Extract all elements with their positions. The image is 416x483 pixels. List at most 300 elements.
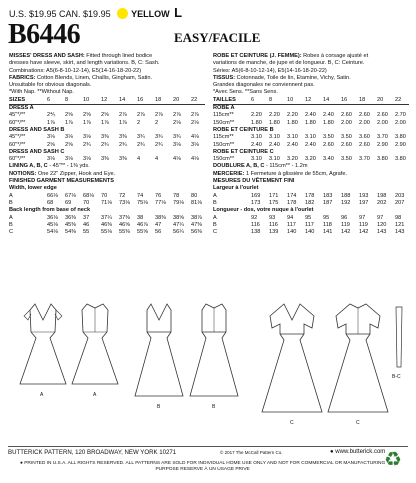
robe-a-table [213,112,409,127]
longueur-table [213,215,409,237]
table-cell: 1.80 [323,119,334,126]
table-cell: 3¾ [173,134,181,141]
table-row [9,215,205,222]
table-cell: 70 [83,199,90,206]
table-cell: 2⅝ [65,112,73,119]
table-cell: 2⅞ [191,112,199,119]
table-cell: 54⅜ [65,229,76,236]
figure-dress-b-front [133,300,185,400]
table-cell: 95 [305,214,312,221]
table-cell: 207 [395,199,405,206]
figure-dress-a-back [70,300,120,388]
table-cell: 3.70 [377,134,388,141]
figure-label-a-back: A [93,392,97,398]
dress-a-label: DRESS A [9,105,34,112]
table-cell: 1⅞ [119,119,127,126]
table-cell: 55⅛ [101,229,112,236]
table-cell: 3⅜ [101,134,109,141]
size-header-cell: 12 [305,96,312,103]
table-cell: 81⅛ [191,199,202,206]
table-cell: 2.60 [359,141,370,148]
robe-c-label: ROBE ET CEINTURE C [213,148,274,155]
table-cell: 3⅛ [83,156,91,163]
fabrics-label: FABRICS: [9,74,36,81]
table-cell: 2.40 [323,112,334,119]
purpose-notice: PURPOSE RESERVE À UN USAGE PRIVE [155,467,250,472]
table-row [213,200,409,207]
back-length-label: Back length from base of neck [9,207,91,214]
row-label: 45"*/** [9,112,26,119]
table-cell: 3.10 [269,156,280,163]
table-cell: 2.20 [269,112,280,119]
figure-sash [392,305,406,371]
table-cell: 138 [251,229,261,236]
fr-description-line2: variations de manche, de jupe et de longueur. B, C: Ceinture. [213,60,365,67]
size-header-cell: 18 [155,96,162,103]
table-row [9,142,205,149]
table-cell: 96 [341,214,348,221]
dress-b-label: DRESS AND SASH B [9,126,65,133]
table-cell: 69 [65,199,72,206]
lining-text: - 45"** - 1⅜ yds. [47,163,90,170]
size-header-cell: 14 [323,96,330,103]
size-header-cell: 20 [173,96,180,103]
website-link[interactable]: ● www.butterick.com [330,449,386,455]
table-cell: 1.80 [287,119,298,126]
table-row [213,229,409,236]
table-row [213,215,409,222]
table-cell: 70 [101,192,108,199]
table-cell: 117 [287,221,296,228]
row-label: B [9,221,13,228]
largeur-label: Largeur à l'ourlet [213,185,259,192]
description-title: MISSES' DRESS AND SASH: [9,53,85,59]
table-cell: 2⅝ [83,112,91,119]
size-header-cell: 6 [251,96,255,103]
legal-notice [20,461,385,473]
row-label: B [213,221,217,228]
table-cell: 3⅛ [65,134,73,141]
size-header-cell: 20 [377,96,384,103]
table-cell: 46 [83,221,90,228]
tissus-label: TISSUS: [213,74,236,81]
row-label: 150cm** [213,156,235,163]
table-cell: 36⅛ [47,214,58,221]
table-cell: 37 [83,214,90,221]
price-us: U.S. $19.95 [9,9,57,19]
table-cell: 118 [323,221,332,228]
row-label: C [213,229,218,236]
width-label: Width, lower edge [9,185,57,192]
table-row [213,134,409,141]
table-row [9,156,205,163]
doublure-label: DOUBLURE A, B, C [213,163,265,170]
table-cell: 3.20 [287,156,298,163]
combinations: Combinations: A5(6-8-10-12-14), E5(14-16-18-20-22) [9,67,142,74]
table-cell: 119 [359,221,368,228]
price-can: CAN. $19.95 [59,9,111,19]
table-cell: 38⅝ [173,214,184,221]
table-cell: 2⅛ [173,119,181,126]
row-label: C [9,229,14,236]
table-cell: 71⅛ [101,199,112,206]
table-cell: 2.60 [359,112,370,119]
table-cell: 3⅛ [47,134,55,141]
figure-label-c-front: C [290,420,294,426]
dress-c-label: DRESS AND SASH C [9,148,65,155]
table-cell: 3.50 [341,156,352,163]
table-cell: 54⅛ [47,229,58,236]
table-row [9,193,205,200]
mercerie-label: MERCERIE: [213,170,245,177]
row-label: 150cm** [213,119,235,126]
longueur-label: Longueur - dos, votre nuque à l'ourlet [213,207,314,214]
table-cell: 2.40 [287,141,298,148]
table-cell: 193 [359,192,369,199]
table-cell: 97 [377,214,384,221]
robe-a-label: ROBE A [213,105,235,112]
table-cell: 3⅛ [83,134,91,141]
size-header-cell: 18 [359,96,366,103]
table-cell: 2.90 [395,141,406,148]
table-cell: 45⅛ [47,221,58,228]
figure-label-sash: B-C [392,374,401,380]
mercerie-text: 1 Fermeture à glissière de 55cm, Agrafe. [245,170,347,177]
table-cell: 47¼ [173,221,184,228]
table-cell: 121 [395,221,405,228]
table-cell: 139 [269,229,279,236]
table-cell: 1⅞ [65,119,73,126]
table-cell: 3.10 [305,134,316,141]
table-cell: 192 [341,199,351,206]
lining-label: LINING A, B, C [9,163,48,170]
table-cell: 3.60 [359,134,370,141]
table-cell: 116 [269,221,278,228]
row-label: 150cm** [213,141,235,148]
table-row [213,120,409,127]
size-header-cell: 22 [395,96,402,103]
description-line2: dresses have sleeve, skirt, and length variations. B, C: Sash. [9,60,160,67]
size-header-cell: 22 [191,96,198,103]
table-cell: 74 [137,192,144,199]
table-cell: 73⅛ [119,199,130,206]
size-header-cell: 16 [341,96,348,103]
table-cell: 3.10 [269,134,280,141]
largeur-table [213,193,409,208]
table-cell: 68 [47,199,54,206]
notions-label: NOTIONS: [9,170,37,177]
row-label: A [9,214,13,221]
back-length-table [9,215,205,237]
table-cell: 174 [287,192,297,199]
tissus-line3: *Avec Sens. **Sans Sens. [213,89,278,96]
table-cell: 78 [173,192,180,199]
description-text: Fitted through lined bodice [86,53,153,59]
table-cell: 178 [305,192,315,199]
table-cell: 2.60 [377,112,388,119]
table-cell: 1.80 [269,119,280,126]
table-cell: 2.60 [341,141,352,148]
figure-label-c-back: C [356,420,360,426]
robe-b-label: ROBE ET CEINTURE B [213,126,274,133]
table-cell: 3⅛ [47,156,55,163]
table-cell: 183 [323,192,333,199]
table-cell: 2⅞ [155,112,163,119]
table-cell: 173 [251,199,261,206]
dress-c-table [9,156,205,163]
table-cell: 2¾ [155,141,163,148]
table-cell: 2⅘ [47,112,56,119]
table-cell: 95 [323,214,330,221]
table-cell: 143 [395,229,405,236]
table-cell: 56⅜ [191,229,202,236]
table-cell: 3.40 [323,156,334,163]
table-cell: 120 [377,221,387,228]
table-cell: 142 [359,229,369,236]
table-cell: 188 [341,192,351,199]
table-cell: 197 [359,199,369,206]
table-row [213,112,409,119]
table-cell: 2 [137,119,141,126]
size-header-label: SIZES [9,96,26,103]
table-cell: 3⅜ [119,134,127,141]
table-cell: 1.80 [251,119,262,126]
table-cell: 37¼ [101,214,112,221]
fr-series: Séries: A5(6-8-10-12-14), E5(14-16-18-20-22) [213,67,327,74]
table-cell: 4 [155,156,159,163]
size-header-cell: 12 [101,96,108,103]
table-cell: 2.00 [377,119,388,126]
table-cell: 38⅜ [155,214,166,221]
difficulty-label: EASY/FACILE [174,30,261,45]
table-cell: 2.00 [359,119,370,126]
table-cell: 116 [251,221,260,228]
doublure-text: - 115cm** - 1.2m [264,163,308,170]
row-label: 60"*/** [9,141,26,148]
size-letter: L [174,5,183,20]
table-cell: 1⅞ [83,119,91,126]
table-cell: 3.10 [287,134,298,141]
table-cell: 38 [137,214,144,221]
finished-label: FINISHED GARMENT MEASUREMENTS [9,178,115,185]
copyright: © 2017 The McCall Pattern Co. [220,450,283,455]
robe-c-table [213,156,409,163]
notions-text: One 22" Zipper, Hook and Eye. [37,170,116,177]
table-cell: 2.40 [305,112,316,119]
table-cell: 2⅞ [119,112,127,119]
table-cell: 55 [83,229,90,236]
table-cell: 2⅝ [101,112,109,119]
table-cell: 37⅜ [119,214,130,221]
table-cell: 3.20 [305,156,316,163]
table-cell: 46⅞ [137,221,148,228]
table-cell: 3⅜ [119,156,127,163]
table-row [9,120,205,127]
table-cell: 4⅛ [173,156,181,163]
table-row [213,142,409,149]
figure-dress-c-front [260,300,324,416]
table-cell: 3.10 [251,156,262,163]
row-label: A [213,214,217,221]
table-cell: 3.50 [341,134,352,141]
english-column [9,53,205,236]
table-cell: 2.00 [341,119,352,126]
table-cell: 2¾ [101,141,109,148]
figure-label-b-front: B [157,404,161,410]
fr-description-title: ROBE ET CEINTURE (J. FEMME): [213,53,302,59]
table-cell: 3⅛ [191,141,199,148]
row-label: 60"*/** [9,156,26,163]
size-header-cell: 8 [269,96,273,103]
color-word: YELLOW [131,9,170,19]
table-cell: 2⅛ [191,119,199,126]
footer-divider [8,446,408,447]
table-cell: 72 [119,192,126,199]
yellow-dot-icon [117,8,128,19]
table-cell: 187 [323,199,333,206]
table-cell: 142 [341,229,351,236]
table-cell: 4⅛ [191,156,199,163]
table-cell: 2.60 [323,141,334,148]
table-row [9,112,205,119]
size-header-cell: 14 [119,96,126,103]
table-cell: 198 [377,192,387,199]
table-cell: 178 [287,199,297,206]
figure-label-a-front: A [40,392,44,398]
table-row [9,200,205,207]
recycle-icon: ♻ [384,449,402,471]
width-table [9,193,205,208]
table-cell: 77⅛ [155,199,166,206]
table-cell: 98 [395,214,402,221]
table-cell: 3.80 [395,134,406,141]
table-cell: 45⅜ [65,221,76,228]
table-cell: 175 [269,199,279,206]
table-cell: 2.60 [341,112,352,119]
table-row [9,222,205,229]
table-cell: 140 [305,229,315,236]
table-cell: 36⅜ [65,214,76,221]
table-cell: 56¼ [173,229,184,236]
table-cell: 3⅛ [173,141,181,148]
table-cell: 2⅝ [47,141,55,148]
table-cell: 3¾ [155,134,163,141]
fabrics-line2: Unsuitable for obvious diagonals. [9,82,92,89]
table-cell: 2⅝ [65,141,73,148]
table-cell: 4 [137,156,141,163]
table-cell: 2.00 [395,119,406,126]
table-cell: 1.80 [305,119,316,126]
pattern-number: B6446 [8,19,81,50]
size-header-cell: 8 [65,96,69,103]
table-cell: 3⅜ [101,156,109,163]
table-cell: 203 [395,192,405,199]
dress-b-table [9,134,205,149]
table-cell: 119 [341,221,350,228]
tissus-line2: Grandes diagonales ne conviennent pas. [213,82,315,89]
table-cell: 67⅛ [65,192,76,199]
table-row [213,156,409,163]
table-cell: 140 [287,229,297,236]
table-cell: 56 [155,229,162,236]
table-cell: 2⅞ [137,112,145,119]
row-label: 115cm** [213,112,234,119]
table-cell: 66⅛ [47,192,58,199]
table-cell: 55⅜ [119,229,130,236]
table-cell: 1⅞ [101,119,109,126]
table-cell: 94 [287,214,294,221]
table-cell: 169 [251,192,261,199]
table-cell: 47 [155,221,162,228]
robe-b-table [213,134,409,149]
table-cell: 2¾ [83,141,91,148]
row-label: 45"*/** [9,134,26,141]
table-cell: 92 [251,214,258,221]
table-cell: 141 [323,229,333,236]
table-cell: 3.10 [251,134,262,141]
row-label: A [9,192,13,199]
table-cell: 3.70 [359,156,370,163]
table-cell: 202 [377,199,387,206]
size-header-cell: 10 [287,96,294,103]
size-header-cell: 6 [47,96,51,103]
row-label: B [213,199,217,206]
table-cell: 171 [269,192,279,199]
table-cell: 68⅛ [83,192,94,199]
company-address: BUTTERICK PATTERN, 120 BROADWAY, NEW YORK 10271 [8,449,177,456]
sizes-row [9,97,205,105]
table-cell: 79⅛ [173,199,184,206]
dress-a-table [9,112,205,127]
tissus-line1: Cotonnade, Toile de lin, Etamine, Vichy, Satin. [236,74,351,81]
table-cell: 3.80 [377,156,388,163]
table-cell: 75⅛ [137,199,148,206]
fr-description-text: Robes à corsage ajusté et [303,53,369,59]
table-cell: 47⅜ [191,221,202,228]
table-cell: 55⅝ [137,229,148,236]
row-label: 60"*/** [9,119,26,126]
table-cell: 46⅝ [119,221,130,228]
table-cell: 2.70 [395,112,406,119]
table-cell: 117 [305,221,314,228]
figure-label-b-back: B [212,404,216,410]
table-cell: 2 [155,119,159,126]
table-cell: 2.90 [377,141,388,148]
table-cell: 2.20 [251,112,262,119]
table-cell: 2⅞ [173,112,181,119]
row-label: 115cm** [213,134,234,141]
table-row [213,222,409,229]
size-header-cell: 10 [83,96,90,103]
table-cell: 3⅛ [65,156,73,163]
row-label: B [9,199,13,206]
table-row [213,193,409,200]
figure-dress-b-back [188,300,240,400]
table-cell: 3.80 [395,156,406,163]
table-cell: 38⅞ [191,214,202,221]
figure-dress-a-front [18,300,68,388]
printed-notice: ● PRINTED IN U.S.A. ALL RIGHTS RESERVED. ALL PATTERNS ARE SOLD FOR INDIVIDUAL HOME USE ONLY AND NOT FOR COMMERCIAL OR MANUFACTURING [20,461,386,466]
tailles-row [213,97,409,105]
table-cell: 182 [305,199,315,206]
table-cell: 2.40 [251,141,262,148]
table-cell: 143 [377,229,387,236]
table-row [9,229,205,236]
table-cell: 1⅞ [47,119,55,126]
table-cell: 3.50 [323,134,334,141]
table-cell: 4⅛ [191,134,199,141]
size-header-cell: 16 [137,96,144,103]
